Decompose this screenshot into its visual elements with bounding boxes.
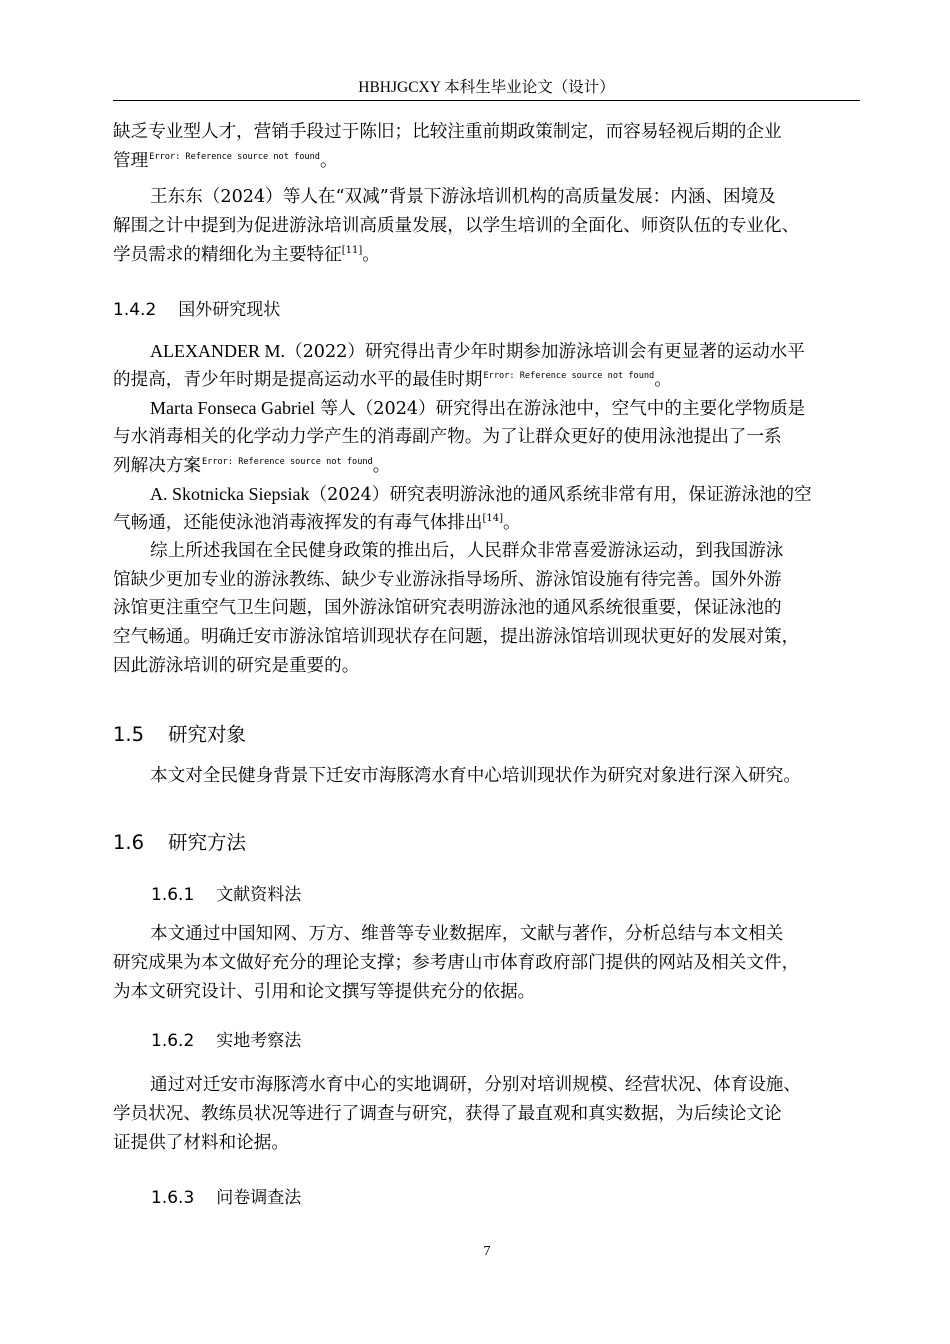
section-heading: 1.4.2 国外研究现状 [113, 300, 281, 320]
paragraph-line: 综上所述我国在全民健身政策的推出后，人民群众非常喜爱游泳运动，到我国游泳 [150, 541, 784, 561]
paragraph-line: 学员需求的精细化为主要特征[11]。 [113, 245, 380, 265]
section-heading: 1.5 研究对象 [113, 723, 247, 746]
page-number: 7 [483, 1244, 491, 1259]
paragraph-line: 本文通过中国知网、万方、维普等专业数据库，文献与著作，分析总结与本文相关 [150, 924, 784, 944]
paragraph-line: 解围之计中提到为促进游泳培训高质量发展，以学生培训的全面化、师资队伍的专业化、 [113, 216, 800, 236]
paragraph-line: 王东东（2024）等人在“双减”背景下游泳培训机构的高质量发展：内涵、困境及 [150, 187, 776, 207]
paragraph-line: 与水消毒相关的化学动力学产生的消毒副产物。为了让群众更好的使用泳池提出了一系 [113, 427, 782, 447]
paragraph-line: 证提供了材料和论据。 [113, 1133, 289, 1153]
citation: [11] [341, 245, 363, 256]
reference-error: Error: Reference source not found [201, 457, 373, 467]
paragraph-line: ALEXANDER M.（2022）研究得出青少年时期参加游泳培训会有更显著的运动水平 [150, 341, 805, 362]
paragraph-line: 馆缺少更加专业的游泳教练、缺少专业游泳指导场所、游泳馆设施有待完善。国外外游 [113, 570, 782, 590]
paragraph-line: 为本文研究设计、引用和论文撰写等提供充分的依据。 [113, 982, 536, 1002]
reference-error: Error: Reference source not found [483, 371, 655, 381]
paragraph-line: 本文对全民健身背景下迁安市海豚湾水育中心培训现状作为研究对象进行深入研究。 [150, 766, 801, 786]
header-rule [113, 100, 860, 101]
paragraph-line: 管理$^{Error: Reference source not found}$。 [113, 151, 338, 171]
paragraph-line: 空气畅通。明确迁安市游泳馆培训现状存在问题，提出游泳馆培训现状更好的发展对策， [113, 627, 800, 647]
subsection-heading: 1.6.3 问卷调查法 [151, 1188, 302, 1208]
paragraph-line: 学员状况、教练员状况等进行了调查与研究，获得了最直观和真实数据，为后续论文论 [113, 1104, 782, 1124]
reference-error: Error: Reference source not found [149, 152, 320, 162]
paragraph-line: 列解决方案$^{Error: Reference source not found}$。 [113, 456, 391, 476]
paragraph-line: 气畅通，还能使泳池消毒液挥发的有毒气体排出[14]。 [113, 513, 521, 533]
paragraph-line: 的提高，青少年时期是提高运动水平的最佳时期$^{Error: Reference source not found}$。 [113, 370, 672, 390]
page-header: HBHJGCXY 本科生毕业论文（设计） [358, 79, 615, 96]
paragraph-line: 通过对迁安市海豚湾水育中心的实地调研，分别对培训规模、经营状况、体育设施、 [150, 1075, 801, 1095]
paragraph-line: Marta Fonseca Gabriel 等人（2024）研究得出在游泳池中，空气中的主要化学物质是 [150, 398, 806, 419]
paragraph-line: 因此游泳培训的研究是重要的。 [113, 656, 360, 676]
section-heading: 1.6 研究方法 [113, 831, 247, 854]
paragraph-line: 泳馆更注重空气卫生问题，国外游泳馆研究表明游泳池的通风系统很重要，保证泳池的 [113, 598, 782, 618]
paragraph-line: A. Skotnicka Siepsiak（2024）研究表明游泳池的通风系统非常有用，保证游泳池的空 [150, 484, 812, 505]
citation: [14] [482, 513, 504, 524]
subsection-heading: 1.6.2 实地考察法 [151, 1031, 302, 1051]
paragraph-line: 研究成果为本文做好充分的理论支撑；参考唐山市体育政府部门提供的网站及相关文件， [113, 953, 800, 973]
paragraph-line: 缺乏专业型人才，营销手段过于陈旧；比较注重前期政策制定，而容易轻视后期的企业 [113, 122, 782, 142]
subsection-heading: 1.6.1 文献资料法 [151, 885, 302, 905]
